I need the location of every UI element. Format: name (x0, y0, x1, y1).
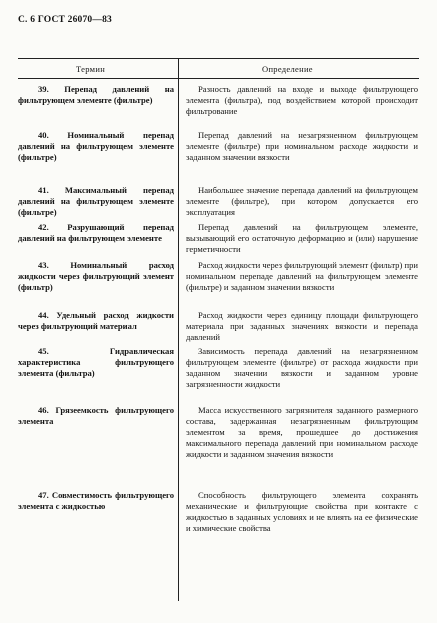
term-cell: 39. Перепад давлений на фильтрующем элементе (фильтре) (18, 84, 174, 105)
definition-cell: Расход жидкости через единицу площади фильтрующего материала при заданных значениях вязкости и перепада давлений (186, 310, 418, 342)
column-header-term: Термин (76, 64, 106, 74)
definition-cell: Перепад давлений на фильтрующем элементе, вызывающий его остаточную деформацию и (или) нарушение герметичности (186, 222, 418, 254)
term-cell: 46. Грязеемкость фильтрующего элемента (18, 405, 174, 426)
term-cell: 45. Гидравлическая характеристика фильтрующего элемента (фильтра) (18, 346, 174, 378)
definition-cell: Разность давлений на входе и выходе фильтрующего элемента (фильтра), под воздействием которой происходит фильтрование (186, 84, 418, 116)
definition-cell: Расход жидкости через фильтрующий элемент (фильтр) при номинальном перепаде давлений на фильтрующем элементе (фильтре) и заданном значении вязкости (186, 260, 418, 292)
definition-cell: Перепад давлений на незагрязненном фильтрующем элементе (фильтре) при номинальном расходе жидкости и заданном значении вязкости (186, 130, 418, 162)
table-header-rule (18, 78, 419, 79)
term-cell: 44. Удельный расход жидкости через фильтрующий материал (18, 310, 174, 331)
term-cell: 47. Совместимость фильтрующего элемента с жидкостью (18, 490, 174, 511)
term-cell: 42. Разрушающий перепад давлений на фильтрующем элементе (18, 222, 174, 243)
column-header-definition: Определение (262, 64, 313, 74)
definition-cell: Наибольшее значение перепада давлений на фильтрующем элементе (фильтре), при котором допускается его эксплуатация (186, 185, 418, 217)
definition-cell: Масса искусственного загрязнителя заданного размерного состава, задержанная незагрязненным фильтрующим элементом за время, прошедшее до достижения максимального перепада давлений при номинальном расходе жидкости и заданном значения вязкости (186, 405, 418, 459)
page-header: С. 6 ГОСТ 26070—83 (18, 15, 112, 25)
term-cell: 40. Номинальный перепад давлений на фильтрующем элементе (фильтре) (18, 130, 174, 162)
table-top-rule (18, 58, 419, 59)
definition-cell: Способность фильтрующего элемента сохранять механические и фильтрующие свойства при контакте с жидкостью в заданных условиях и не влиять на ее физические и химические свойства (186, 490, 418, 533)
term-cell: 41. Максимальный перепад давлений на фильтрующем элементе (фильтре) (18, 185, 174, 217)
definition-cell: Зависимость перепада давлений на незагрязненном фильтрующем элементе (фильтре) от расхода жидкости при заданном значении вязкости и заданном уровне загрязненности жидкости (186, 346, 418, 389)
term-cell: 43. Номинальный расход жидкости через фильтрующий элемент (фильтр) (18, 260, 174, 292)
column-divider (178, 58, 179, 601)
